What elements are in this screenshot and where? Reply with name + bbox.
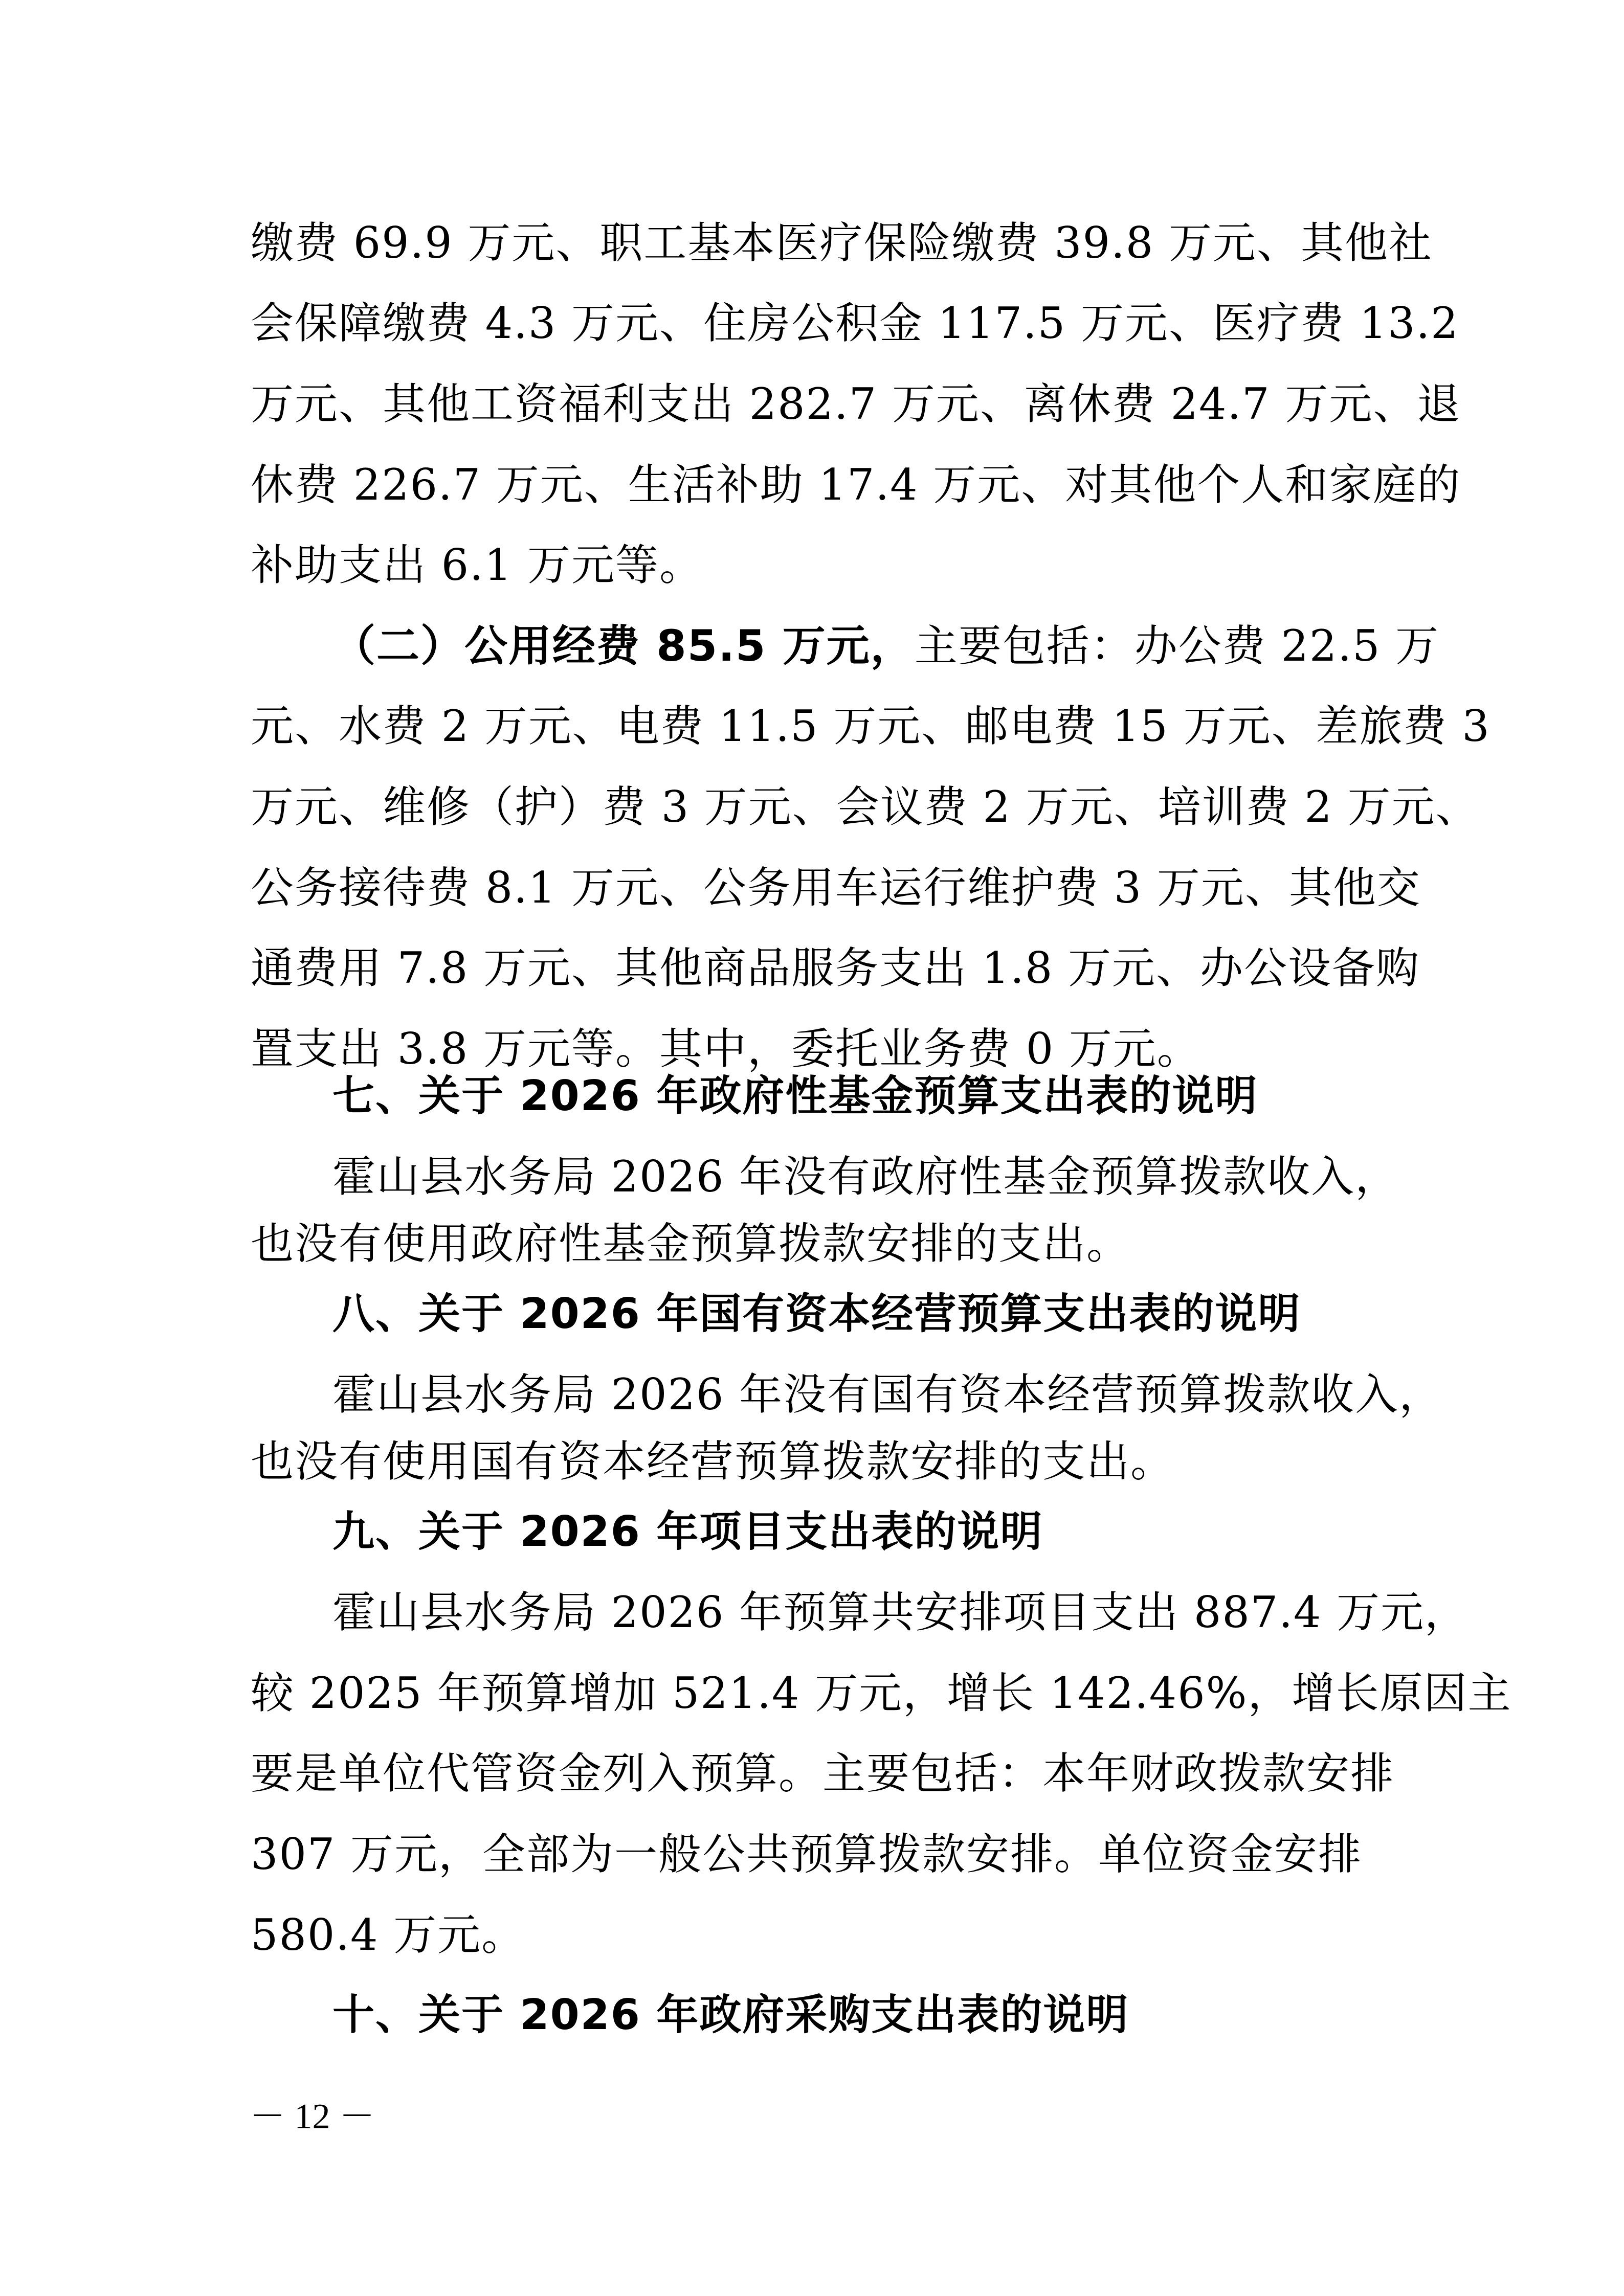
section-heading-7: 七、关于 2026 年政府性基金预算支出表的说明 [332, 1072, 1258, 1120]
paragraph-line: 万元、其他工资福利支出 282.7 万元、离休费 24.7 万元、退 [251, 379, 1461, 429]
paragraph-line: 补助支出 6.1 万元等。 [251, 540, 703, 590]
paragraph-line: 580.4 万元。 [251, 1910, 526, 1960]
section-heading-10: 十、关于 2026 年政府采购支出表的说明 [332, 1991, 1129, 2039]
paragraph-line: 要是单位代管资金列入预算。主要包括：本年财政拨款安排 [251, 1748, 1395, 1798]
paragraph-line-public-funds [332, 620, 1439, 671]
paragraph-line: 置支出 3.8 万元等。其中，委托业务费 0 万元。 [251, 1024, 1201, 1074]
paragraph-line: 元、水费 2 万元、电费 11.5 万元、邮电费 15 万元、差旅费 3 [251, 701, 1490, 751]
paragraph-line: 也没有使用国有资本经营预算拨款安排的支出。 [251, 1436, 1175, 1487]
paragraph-line: 休费 226.7 万元、生活补助 17.4 万元、对其他个人和家庭的 [251, 460, 1461, 510]
paragraph-line: 缴费 69.9 万元、职工基本医疗保险缴费 39.8 万元、其他社 [251, 218, 1433, 268]
public-funds-subheading: （二）公用经费 85.5 万元， [332, 621, 915, 671]
paragraph-line: 通费用 7.8 万元、其他商品服务支出 1.8 万元、办公设备购 [251, 943, 1420, 993]
paragraph-line: 也没有使用政府性基金预算拨款安排的支出。 [251, 1219, 1131, 1269]
paragraph-line: 较 2025 年预算增加 521.4 万元，增长 142.46%，增长原因主 [251, 1668, 1512, 1718]
paragraph-line: 霍山县水务局 2026 年没有政府性基金预算拨款收入， [332, 1152, 1399, 1202]
paragraph-line: 公务接待费 8.1 万元、公务用车运行维护费 3 万元、其他交 [251, 863, 1421, 913]
page-number: － 12 － [250, 2097, 375, 2136]
paragraph-line: 霍山县水务局 2026 年预算共安排项目支出 887.4 万元， [332, 1587, 1469, 1637]
paragraph-line: 307 万元，全部为一般公共预算拨款安排。单位资金安排 [251, 1829, 1363, 1879]
public-funds-text: 主要包括：办公费 22.5 万 [914, 621, 1440, 671]
paragraph-line: 万元、维修（护）费 3 万元、会议费 2 万元、培训费 2 万元、 [251, 782, 1480, 832]
section-heading-9: 九、关于 2026 年项目支出表的说明 [332, 1507, 1043, 1556]
paragraph-line: 霍山县水务局 2026 年没有国有资本经营预算拨款收入， [332, 1369, 1443, 1420]
paragraph-line: 会保障缴费 4.3 万元、住房公积金 117.5 万元、医疗费 13.2 [251, 298, 1459, 348]
section-heading-8: 八、关于 2026 年国有资本经营预算支出表的说明 [332, 1290, 1301, 1338]
